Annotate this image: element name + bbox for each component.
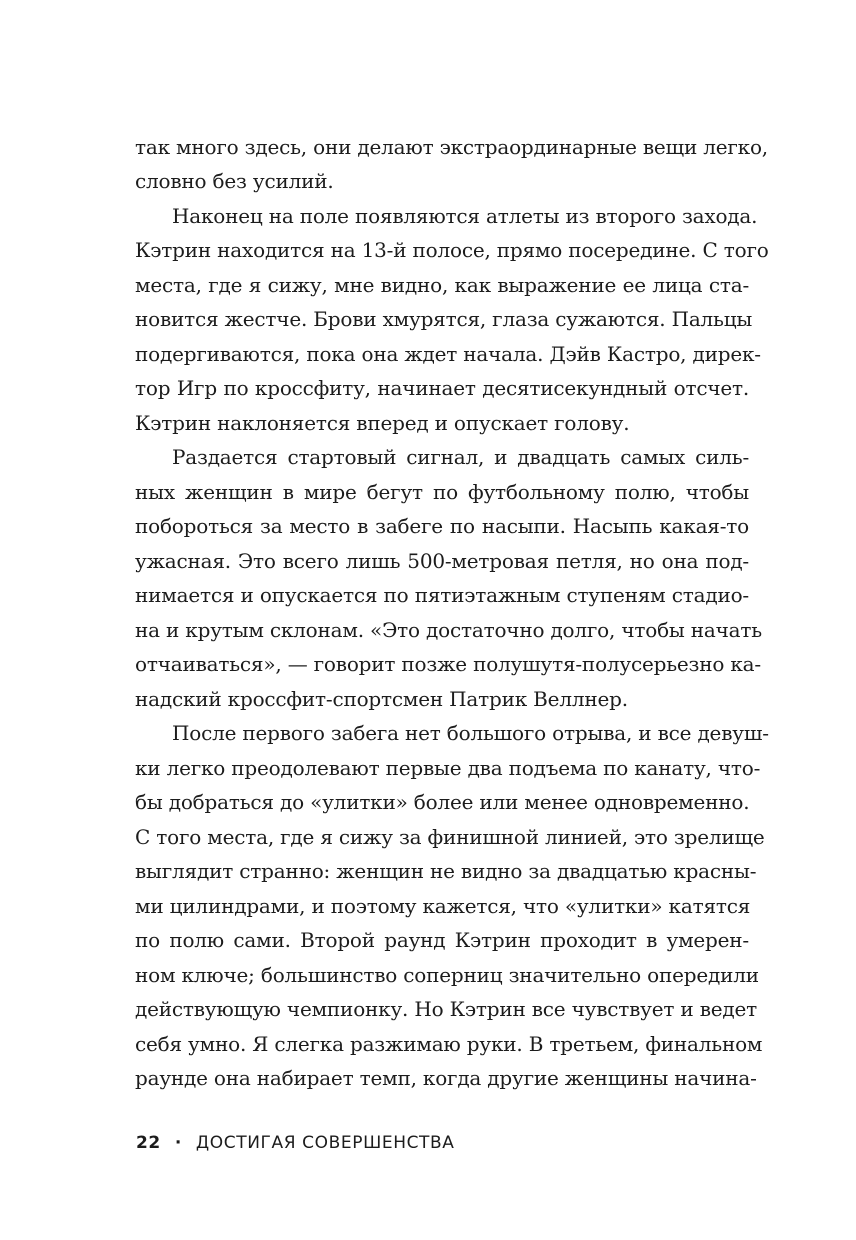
text-line: новится жестче. Брови хмурятся, глаза сужаются. Пальцы xyxy=(135,307,753,331)
text-line: отчаиваться», — говорит позже полушутя-полусерьезно ка- xyxy=(135,652,761,676)
text-line: словно без усилий. xyxy=(135,169,334,193)
text-line: себя умно. Я слегка разжимаю руки. В третьем, финальном xyxy=(135,1032,763,1056)
text-line: ки легко преодолевают первые два подъема по канату, что- xyxy=(135,756,761,780)
text-line: так много здесь, они делают экстраординарные вещи легко, xyxy=(135,135,768,159)
text-line: С того места, где я сижу за финишной линией, это зрелище xyxy=(135,825,765,849)
text-line: надский кроссфит-спортсмен Патрик Веллнер. xyxy=(135,687,628,711)
text-line: раунде она набирает темп, когда другие женщины начина- xyxy=(135,1066,757,1090)
text-line: нимается и опускается по пятиэтажным ступеням стадио- xyxy=(135,583,749,607)
text-line: Кэтрин наклоняется вперед и опускает голову. xyxy=(135,411,630,435)
page-number: 22 xyxy=(136,1133,161,1153)
footer-separator: · xyxy=(174,1133,182,1153)
page-footer xyxy=(136,1128,455,1158)
paragraph-first-line: Наконец на поле появляются атлеты из второго захода. xyxy=(172,204,758,228)
text-line: на и крутым склонам. «Это достаточно долго, чтобы начать xyxy=(135,618,762,642)
text-line: тор Игр по кроссфиту, начинает десятисекундный отсчет. xyxy=(135,376,749,400)
text-line: подергиваются, пока она ждет начала. Дэйв Кастро, дирек- xyxy=(135,342,761,366)
paragraph-first-line: После первого забега нет большого отрыва, и все девуш- xyxy=(172,721,769,745)
running-title: ДОСТИГАЯ СОВЕРШЕНСТВА xyxy=(195,1133,455,1153)
text-line: места, где я сижу, мне видно, как выражение ее лица ста- xyxy=(135,273,749,297)
text-line: ми цилиндрами, и поэтому кажется, что «улитки» катятся xyxy=(135,894,751,918)
text-line: ужасная. Это всего лишь 500-метровая петля, но она под- xyxy=(135,549,749,573)
paragraph-first-line: Раздается стартовый сигнал, и двадцать самых силь- xyxy=(172,445,749,469)
text-line: ных женщин в мире бегут по футбольному полю, чтобы xyxy=(135,480,749,504)
text-line: Кэтрин находится на 13-й полосе, прямо посередине. С того xyxy=(135,238,769,262)
text-line: действующую чемпионку. Но Кэтрин все чувствует и ведет xyxy=(135,997,758,1021)
text-line: побороться за место в забеге по насыпи. Насыпь какая-то xyxy=(135,514,749,538)
text-line: бы добраться до «улитки» более или менее одновременно. xyxy=(135,790,750,814)
text-line: ном ключе; большинство соперниц значительно опередили xyxy=(135,963,759,987)
text-line: выглядит странно: женщин не видно за двадцатью красны- xyxy=(135,859,757,883)
text-line: по полю сами. Второй раунд Кэтрин проходит в умерен- xyxy=(135,928,749,952)
